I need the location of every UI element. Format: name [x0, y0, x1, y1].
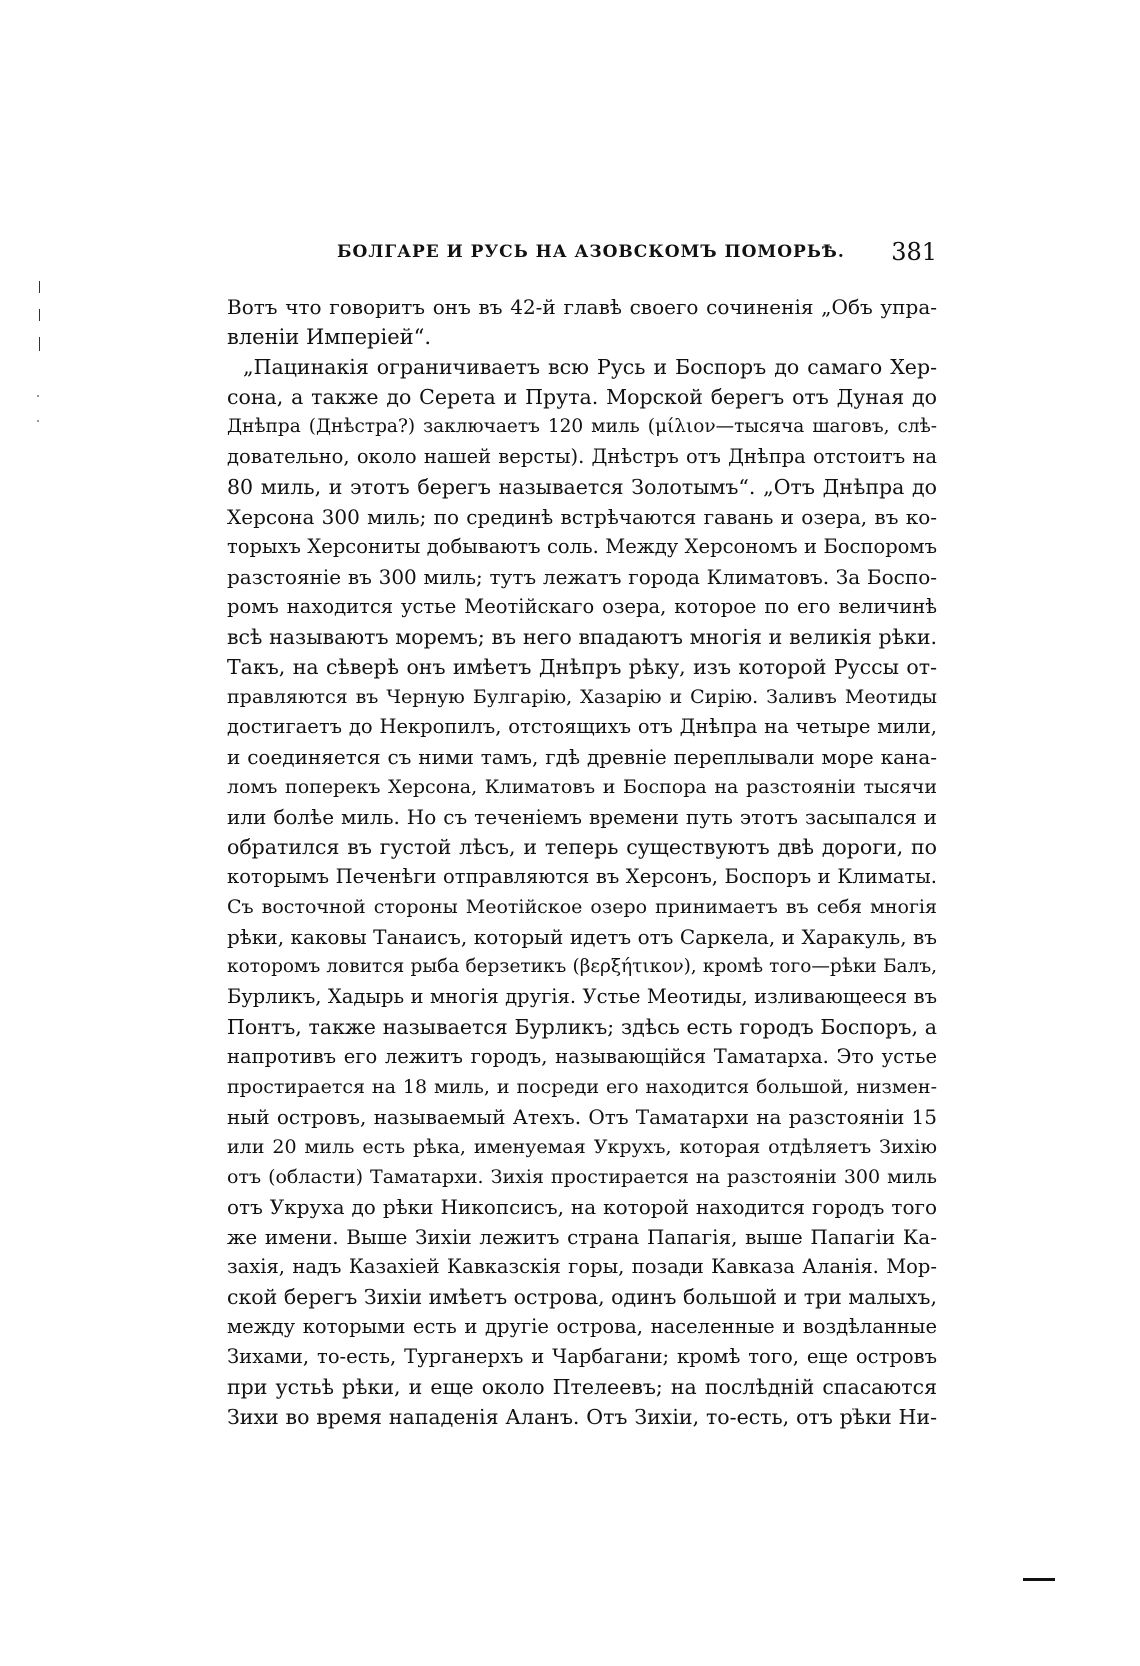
text-line: между которыми есть и другіе острова, населенные и воздѣланные — [227, 1315, 937, 1338]
text-line: 80 миль, и этотъ берегъ называется Золотымъ“. „Отъ Днѣпра до — [227, 475, 937, 499]
text-line: захія, надъ Казахіей Кавказскія горы, позади Кавказа Аланія. Мор- — [227, 1255, 937, 1278]
text-line: правляются въ Черную Булгарію, Хазарію и Сирію. Заливъ Меотиды — [227, 686, 937, 708]
text-line: напротивъ его лежитъ городъ, называющійся Таматарха. Это устье — [227, 1045, 937, 1068]
text-line: ломъ поперекъ Херсона, Климатовъ и Боспора на разстояніи тысячи — [227, 776, 937, 798]
text-line: рѣки, каковы Танаисъ, который идетъ отъ Саркела, и Харакуль, въ — [227, 925, 937, 949]
margin-mark — [39, 337, 40, 351]
text-line: Днѣпра (Днѣстра?) заключаетъ 120 миль (μίλιον—тысяча шаговъ, слѣ- — [227, 416, 937, 437]
text-line: „Пацинакія ограничиваетъ всю Русь и Боспоръ до самаго Хер- — [243, 355, 937, 379]
text-line: простирается на 18 миль, и посреди его находится большой, низмен- — [227, 1076, 937, 1098]
text-line: Зихи во время нападенія Аланъ. Отъ Зихіи, то-есть, отъ рѣки Ни- — [227, 1405, 937, 1429]
text-line: достигаетъ до Некропилъ, отстоящихъ отъ Днѣпра на четыре мили, — [227, 715, 937, 738]
text-line: сона, а также до Серета и Прута. Морской берегъ отъ Дуная до — [227, 385, 937, 409]
text-line: Херсона 300 миль; по срединѣ встрѣчаются гавань и озера, въ ко- — [227, 505, 937, 529]
page-number: 381 — [891, 238, 937, 266]
margin-mark — [39, 281, 40, 293]
scan-speck — [37, 420, 39, 422]
text-line: Бурликъ, Хадырь и многія другія. Устье Меотиды, изливающееся въ — [227, 985, 937, 1008]
text-line: обратился въ густой лѣсъ, и теперь существуютъ двѣ дороги, по — [227, 835, 937, 859]
text-line: отъ Укруха до рѣки Никопсисъ, на которой находится городъ того — [227, 1195, 937, 1219]
margin-mark — [39, 309, 40, 321]
running-title: БОЛГАРЕ И РУСЬ НА АЗОВСКОМЪ ПОМОРЬѢ. — [337, 242, 845, 262]
text-line: всѣ называютъ моремъ; въ него впадаютъ многія и великія рѣки. — [227, 625, 937, 649]
text-line: вленіи Имперіей“. — [227, 325, 432, 349]
text-line: ской берегъ Зихіи имѣетъ острова, одинъ большой и три малыхъ, — [227, 1285, 937, 1309]
text-line: отъ (области) Таматархи. Зихія простирается на разстояніи 300 миль — [227, 1166, 937, 1188]
running-header — [227, 238, 937, 268]
scan-speck — [37, 395, 39, 397]
text-line: Съ восточной стороны Меотійское озеро принимаетъ въ себя многія — [227, 896, 937, 918]
text-line: Такъ, на сѣверѣ онъ имѣетъ Днѣпръ рѣку, изъ которой Руссы от- — [227, 655, 937, 679]
text-line: ромъ находится устье Меотійскаго озера, которое по его величинѣ — [227, 595, 937, 618]
text-line: Понтъ, также называется Бурликъ; здѣсь есть городъ Боспоръ, а — [227, 1015, 937, 1039]
body-text — [227, 292, 937, 1432]
text-line: же имени. Выше Зихіи лежитъ страна Папагія, выше Папагіи Ка- — [227, 1225, 937, 1249]
text-line: довательно, около нашей версты). Днѣстръ отъ Днѣпра отстоитъ на — [227, 445, 937, 468]
text-line: при устьѣ рѣки, и еще около Птелеевъ; на послѣдній спасаются — [227, 1375, 937, 1399]
text-line: которомъ ловится рыба берзетикъ (βερξήτικον), кромѣ того—рѣки Балъ, — [227, 956, 937, 977]
text-line: которымъ Печенѣги отправляются въ Херсонъ, Боспоръ и Климаты. — [227, 865, 937, 888]
text-line: или 20 миль есть рѣка, именуемая Укрухъ, которая отдѣляетъ Зихію — [227, 1136, 937, 1158]
text-line: торыхъ Херсониты добываютъ соль. Между Херсономъ и Боспоромъ — [227, 535, 937, 558]
text-line: Вотъ что говоритъ онъ въ 42-й главѣ своего сочиненія „Объ упра- — [227, 295, 937, 319]
text-line: разстояніе въ 300 миль; тутъ лежатъ города Климатовъ. За Боспо- — [227, 565, 937, 589]
edge-rule — [1023, 1578, 1055, 1581]
text-line: ный островъ, называемый Атехъ. Отъ Таматархи на разстояніи 15 — [227, 1105, 937, 1129]
text-line: Зихами, то-есть, Турганерхъ и Чарбагани; кромѣ того, еще островъ — [227, 1345, 937, 1368]
text-line: и соединяется съ ними тамъ, гдѣ древніе переплывали море кана- — [227, 745, 937, 769]
text-line: или болѣе миль. Но съ теченіемъ времени путь этотъ засыпался и — [227, 805, 937, 829]
